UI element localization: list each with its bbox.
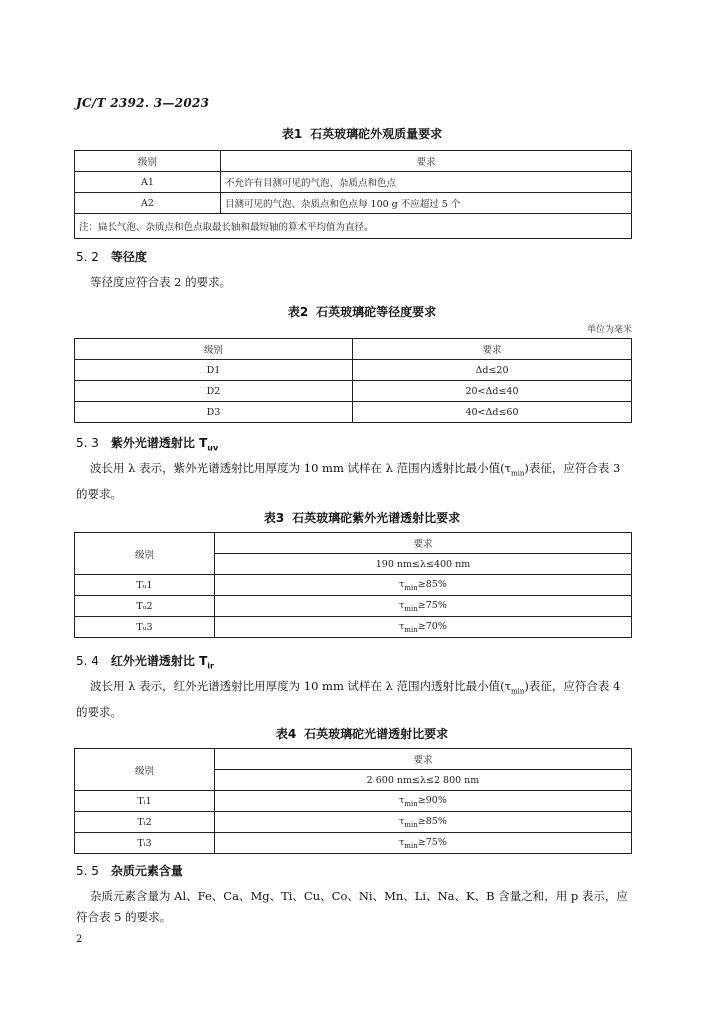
table3-cell-requirement xyxy=(215,617,632,638)
table3-title: 石英玻璃砣紫外光谱透射比要求 xyxy=(292,511,461,525)
table1-cell-level: A2 xyxy=(75,193,221,214)
table3-caption xyxy=(0,509,724,526)
section-5-5-heading xyxy=(76,862,183,879)
table4-caption xyxy=(0,725,724,742)
table-row xyxy=(75,791,632,812)
table4-cell-level: Tᵢ3 xyxy=(75,833,215,854)
section-5-3-text xyxy=(76,458,632,505)
section-title: 红外光谱透射比 T xyxy=(110,654,208,668)
table2-cell-level: D3 xyxy=(75,402,353,423)
section-number: 5. 2 xyxy=(76,250,99,264)
table1-cell-requirement: 目测可见的气泡、杂质点和色点每 100 g 不应超过 5 个 xyxy=(221,193,632,214)
table4-title: 石英玻璃砣光谱透射比要求 xyxy=(304,727,449,741)
table2-caption xyxy=(0,303,724,320)
table1-caption xyxy=(0,125,724,142)
text-part: )表征，应符合表 4 的要求。 xyxy=(76,679,621,720)
table1-note: 注：扁长气泡、杂质点和色点取最长轴和最短轴的算术平均值为直径。 xyxy=(75,214,632,239)
table4-number: 表4 xyxy=(275,727,297,741)
table2-header-row xyxy=(75,339,632,360)
tau-symbol: τ xyxy=(399,599,405,611)
table3-cell-requirement xyxy=(215,575,632,596)
section-title-subscript: uv xyxy=(207,443,219,453)
table1-cell-level: A1 xyxy=(75,172,221,193)
table-row xyxy=(75,381,632,402)
text-subscript: min xyxy=(510,687,525,696)
table4-header-requirement: 要求 xyxy=(215,749,632,770)
text-subscript: min xyxy=(510,469,525,478)
section-5-2-text: 等径度应符合表 2 的要求。 xyxy=(90,275,232,289)
table2-cell-level: D1 xyxy=(75,360,353,381)
table1-header-row xyxy=(75,151,632,172)
table2-title: 石英玻璃砣等径度要求 xyxy=(316,305,437,319)
table-row xyxy=(75,193,632,214)
section-title: 等径度 xyxy=(110,250,147,264)
table4-cell-requirement xyxy=(215,833,632,854)
tau-subscript: min xyxy=(404,799,418,808)
requirement-value: ≥75% xyxy=(417,836,447,848)
requirement-value: ≥85% xyxy=(417,815,447,827)
table4-cell-requirement xyxy=(215,791,632,812)
tau-symbol: τ xyxy=(399,620,405,632)
tau-symbol: τ xyxy=(399,578,405,590)
table1-header-level: 级别 xyxy=(75,151,221,172)
table4-header-range: 2 600 nm≤λ≤2 800 nm xyxy=(215,770,632,791)
requirement-value: ≥90% xyxy=(417,794,447,806)
table1-header-requirement: 要求 xyxy=(221,151,632,172)
table2-cell-requirement: 40<Δd≤60 xyxy=(353,402,632,423)
table2-cell-requirement: Δd≤20 xyxy=(353,360,632,381)
requirement-value: ≥85% xyxy=(417,578,447,590)
table3-header-range: 190 nm≤λ≤400 nm xyxy=(215,554,632,575)
table1-cell-requirement: 不允许有目测可见的气泡、杂质点和色点 xyxy=(221,172,632,193)
document-code: JC/T 2392. 3—2023 xyxy=(76,96,210,110)
table3-header-requirement: 要求 xyxy=(215,533,632,554)
table-row xyxy=(75,596,632,617)
table3 xyxy=(74,532,632,638)
section-5-2-heading xyxy=(76,248,147,265)
table4-cell-level: Tᵢ2 xyxy=(75,812,215,833)
section-title-subscript: ir xyxy=(207,661,214,671)
table1-number: 表1 xyxy=(281,127,303,141)
table4-header-level: 级别 xyxy=(75,749,215,791)
table3-cell-level: Tᵤ2 xyxy=(75,596,215,617)
tau-subscript: min xyxy=(404,625,418,634)
text-part: )表征，应符合表 3 的要求。 xyxy=(76,461,621,502)
text-part: 波长用 λ 表示，红外光谱透射比用厚度为 10 mm 试样在 λ 范围内透射比最小值(τ xyxy=(90,679,511,693)
tau-symbol: τ xyxy=(399,836,405,848)
table3-number: 表3 xyxy=(263,511,285,525)
section-5-4-text xyxy=(76,676,632,723)
table3-cell-level: Tᵤ3 xyxy=(75,617,215,638)
table4-cell-level: Tᵢ1 xyxy=(75,791,215,812)
section-title: 紫外光谱透射比 T xyxy=(110,436,208,450)
text-part: 波长用 λ 表示，紫外光谱透射比用厚度为 10 mm 试样在 λ 范围内透射比最小值(τ xyxy=(90,461,511,475)
table2 xyxy=(74,338,632,423)
table2-cell-requirement: 20<Δd≤40 xyxy=(353,381,632,402)
table2-header-level: 级别 xyxy=(75,339,353,360)
section-5-5-text: 杂质元素含量为 Al、Fe、Ca、Mg、Ti、Cu、Co、Ni、Mn、Li、Na、K、B 含量之和，用 p 表示，应符合表 5 的要求。 xyxy=(76,889,628,924)
section-number: 5. 5 xyxy=(76,864,99,878)
table1-title: 石英玻璃砣外观质量要求 xyxy=(310,127,443,141)
table2-header-requirement: 要求 xyxy=(353,339,632,360)
table4-cell-requirement xyxy=(215,812,632,833)
table3-header-level: 级别 xyxy=(75,533,215,575)
section-5-4-heading xyxy=(76,652,214,670)
section-number: 5. 3 xyxy=(76,436,99,450)
page-number: 2 xyxy=(76,934,83,945)
table3-cell-requirement xyxy=(215,596,632,617)
table3-cell-level: Tᵤ1 xyxy=(75,575,215,596)
table4-header-row xyxy=(75,749,632,770)
table-row xyxy=(75,833,632,854)
tau-symbol: τ xyxy=(399,815,405,827)
requirement-value: ≥70% xyxy=(417,620,447,632)
table-row xyxy=(75,402,632,423)
table4 xyxy=(74,748,632,854)
table-row xyxy=(75,617,632,638)
table2-number: 表2 xyxy=(287,305,309,319)
tau-subscript: min xyxy=(404,604,418,613)
tau-subscript: min xyxy=(404,583,418,592)
table3-header-row xyxy=(75,533,632,554)
table1 xyxy=(74,150,632,239)
table-row xyxy=(75,172,632,193)
table-row xyxy=(75,575,632,596)
tau-subscript: min xyxy=(404,820,418,829)
requirement-value: ≥75% xyxy=(417,599,447,611)
section-number: 5. 4 xyxy=(76,654,99,668)
table2-cell-level: D2 xyxy=(75,381,353,402)
tau-subscript: min xyxy=(404,841,418,850)
tau-symbol: τ xyxy=(399,794,405,806)
section-title: 杂质元素含量 xyxy=(110,864,183,878)
table2-unit: 单位为毫米 xyxy=(586,325,632,335)
section-5-3-heading xyxy=(76,434,218,452)
table1-note-row xyxy=(75,214,632,239)
table-row xyxy=(75,360,632,381)
table-row xyxy=(75,812,632,833)
